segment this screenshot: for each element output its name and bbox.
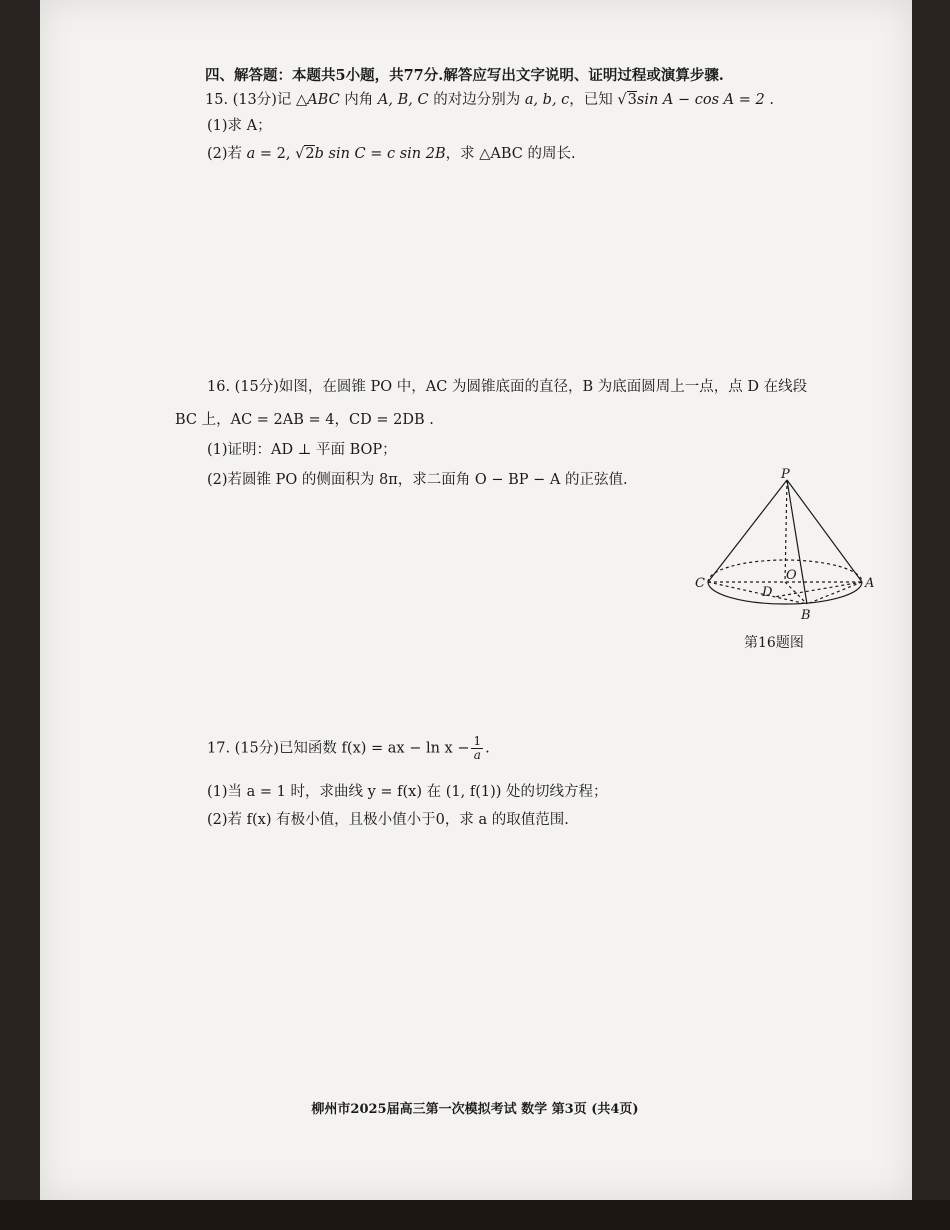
label-D: D — [762, 585, 773, 600]
page-edge-bottom — [0, 1200, 950, 1230]
label-B: B — [801, 608, 811, 623]
cone-base-front-arc — [708, 582, 862, 604]
cone-figure — [690, 468, 880, 628]
q15-part2: (2)若 a = 2, √2b sin C = c sin 2B，求 △ABC 的周长. — [207, 146, 576, 162]
fraction-one-over-a: $\frac{1}{a}$ — [473, 734, 482, 762]
label-P: P — [781, 468, 790, 482]
q16-part2: (2)若圆锥 PO 的侧面积为 8π，求二面角 O − BP − A 的正弦值. — [207, 472, 628, 488]
q16-statement-line2: BC 上，AC = 2AB = 4，CD = 2DB . — [175, 412, 434, 428]
label-O: O — [786, 568, 797, 583]
page-edge-right — [912, 0, 950, 1230]
edge-CB — [708, 582, 807, 604]
page-footer: 柳州市2025届高三第一次模拟考试 数学 第3页 (共4页) — [311, 1102, 639, 1117]
q16-statement-line1: 16. (15分)如图，在圆锥 PO 中，AC 为圆锥底面的直径，B 为底面圆周上一点，点 D 在线段 — [207, 379, 808, 395]
edge-PA — [787, 480, 862, 582]
edge-PB — [787, 480, 807, 604]
q15-statement: 15. (13分)记 △ABC 内角 A, B, C 的对边分别为 a, b, c，已知 √3sin A − cos A = 2 . — [205, 92, 774, 108]
section-header: 四、解答题：本题共5小题，共77分.解答应写出文字说明、证明过程或演算步骤. — [205, 67, 724, 84]
q15-part1: (1)求 A； — [207, 118, 272, 134]
edge-AB — [807, 582, 862, 604]
edge-PO — [785, 480, 787, 582]
figure-caption: 第16题图 — [744, 635, 804, 651]
q17-part2: (2)若 f(x) 有极小值，且极小值小于0，求 a 的取值范围. — [207, 812, 569, 828]
label-C: C — [695, 576, 705, 591]
edge-PC — [708, 480, 787, 582]
q16-part1: (1)证明：AD ⊥ 平面 BOP； — [207, 442, 397, 458]
q17-part1: (1)当 a = 1 时，求曲线 y = f(x) 在 (1, f(1)) 处的切线方程； — [207, 784, 608, 800]
page-edge-left — [0, 0, 40, 1230]
q17-statement: 17. (15分)已知函数 f(x) = ax − ln x − $\frac{1}{a}$ . — [207, 734, 490, 762]
label-A: A — [865, 576, 875, 591]
